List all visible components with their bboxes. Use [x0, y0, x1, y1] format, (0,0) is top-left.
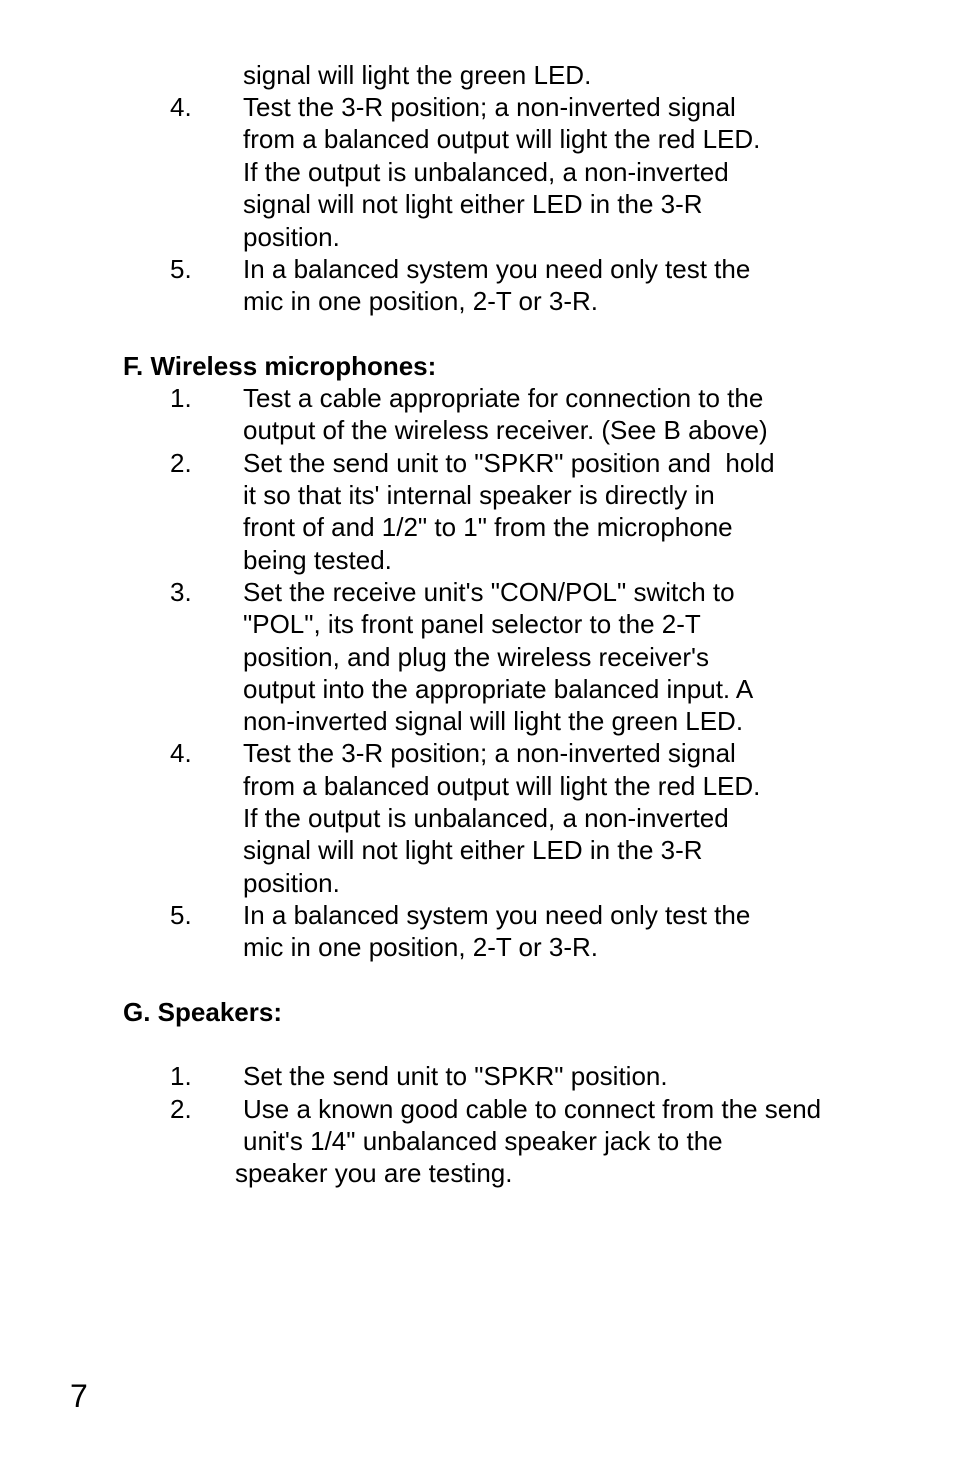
list-line: front of and 1/2" to 1" from the microphone [243, 512, 733, 542]
list-number: 2. [170, 448, 192, 478]
list-line: output into the appropriate balanced input. A [243, 674, 754, 704]
list-line: non-inverted signal will light the green LED. [243, 706, 744, 736]
list-line: Use a known good cable to connect from the send [243, 1094, 822, 1124]
list-line: In a balanced system you need only test the [243, 254, 751, 284]
list-line: If the output is unbalanced, a non-inverted [243, 157, 729, 187]
list-number: 1. [170, 1061, 192, 1091]
intro-continuation: signal will light the green LED. [243, 60, 592, 90]
list-line: position. [243, 222, 340, 252]
list-number: 4. [170, 92, 192, 122]
list-number: 1. [170, 383, 192, 413]
list-line: signal will not light either LED in the 3-R [243, 835, 703, 865]
list-line: mic in one position, 2-T or 3-R. [243, 286, 598, 316]
list-line: Set the receive unit's "CON/POL" switch to [243, 577, 735, 607]
list-line: mic in one position, 2-T or 3-R. [243, 932, 598, 962]
list-line: "POL", its front panel selector to the 2-T [243, 609, 701, 639]
list-number: 3. [170, 577, 192, 607]
list-line: being tested. [243, 545, 392, 575]
list-number: 5. [170, 254, 192, 284]
list-line: output of the wireless receiver. (See B above) [243, 415, 768, 445]
list-line: from a balanced output will light the red LED. [243, 771, 761, 801]
list-line: position, and plug the wireless receiver's [243, 642, 709, 672]
list-line: speaker you are testing. [235, 1158, 513, 1188]
list-number: 2. [170, 1094, 192, 1124]
list-number: 4. [170, 738, 192, 768]
list-line: Test a cable appropriate for connection to the [243, 383, 764, 413]
list-line: Set the send unit to "SPKR" position and hold [243, 448, 775, 478]
list-line: If the output is unbalanced, a non-inverted [243, 803, 729, 833]
list-line: unit's 1/4" unbalanced speaker jack to the [243, 1126, 723, 1156]
list-line: Test the 3-R position; a non-inverted signal [243, 738, 736, 768]
list-line: signal will not light either LED in the 3-R [243, 189, 703, 219]
page-number: 7 [70, 1378, 88, 1414]
list-line: position. [243, 868, 340, 898]
list-line: Set the send unit to "SPKR" position. [243, 1061, 668, 1091]
list-number: 5. [170, 900, 192, 930]
list-line: it so that its' internal speaker is directly in [243, 480, 715, 510]
section-heading: G. Speakers: [123, 997, 282, 1027]
list-line: from a balanced output will light the red LED. [243, 124, 761, 154]
section-heading: F. Wireless microphones: [123, 351, 437, 381]
list-line: Test the 3-R position; a non-inverted signal [243, 92, 736, 122]
list-line: In a balanced system you need only test the [243, 900, 751, 930]
